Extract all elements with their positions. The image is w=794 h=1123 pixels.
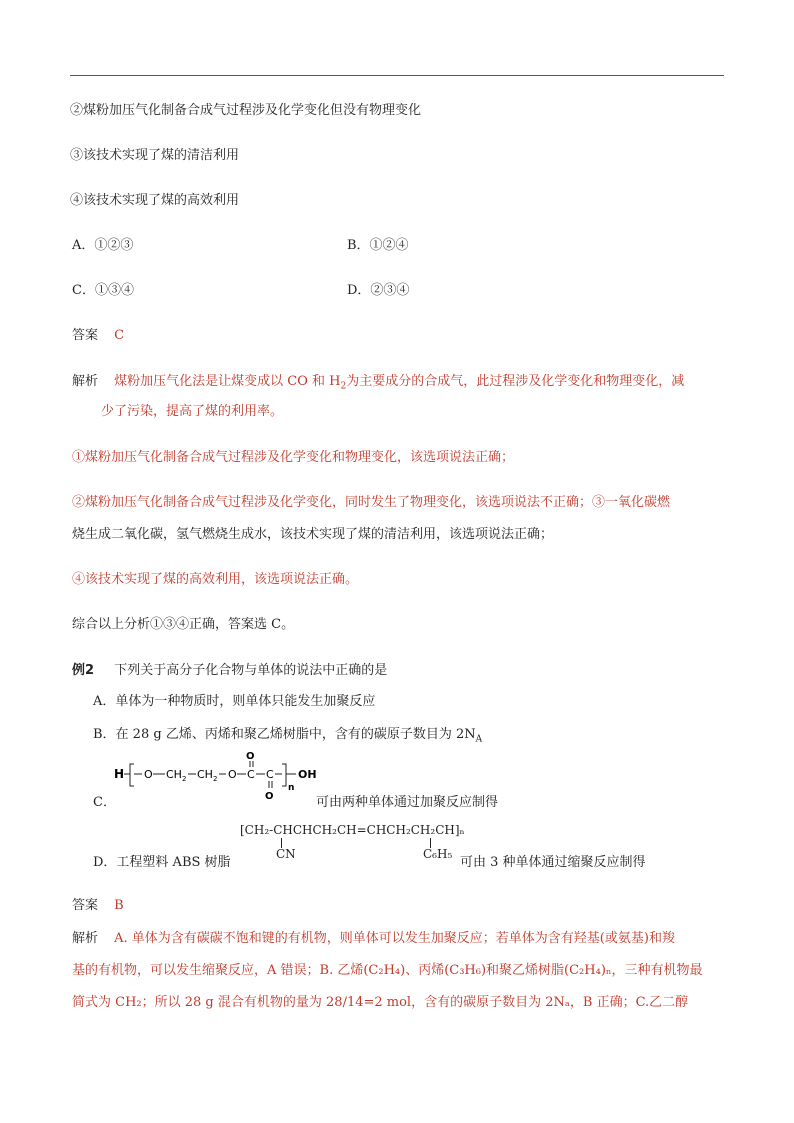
formula-c-o-up: O [246, 751, 255, 762]
formula-c-o2: O [228, 768, 237, 781]
summary: 综合以上分析①③④正确，答案选 C。 [72, 617, 295, 632]
q1-item-2: ②煤粉加压气化制备合成气过程涉及化学变化但没有物理变化 [70, 103, 422, 118]
answer-label-text: 答案 [72, 328, 99, 343]
formula-c-oh: OH [298, 768, 317, 781]
ex2-option-b [93, 727, 482, 748]
analysis-sub: 2 [340, 381, 347, 392]
formula-c-c2: C [266, 768, 274, 781]
formula-c-o1: O [144, 768, 153, 781]
ex2-analysis-line-2: 基的有机物，可以发生缩聚反应，A 错误；B. 乙烯(C₂H₄)、丙烯(C₃H₆)和聚乙烯树脂(C₂H₄)ₙ，三种有机物最 [72, 963, 703, 978]
formula-d-chain: [CH₂-CHCHCH₂CH=CHCH₂CH₂CH]ₙ [240, 823, 465, 837]
ex2-option-a: A．单体为一种物质时，则单体只能发生加聚反应 [93, 694, 376, 709]
ex2-option-d-label: D．工程塑料 ABS 树脂 [93, 855, 231, 870]
option-b: B．①②④ [347, 238, 409, 253]
point-1: ①煤粉加压气化制备合成气过程涉及化学变化和物理变化，该选项说法正确； [72, 450, 515, 465]
q1-item-3: ③该技术实现了煤的清洁利用 [70, 148, 240, 163]
q1-item-4: ④该技术实现了煤的高效利用 [70, 193, 240, 208]
formula-c-h: H [114, 767, 125, 781]
formula-d-c6h5: C₆H₅ [423, 847, 453, 861]
ex2-answer [72, 898, 124, 914]
ex2-answer-label: 答案 [72, 898, 99, 913]
option-a: A．①②③ [72, 238, 134, 253]
formula-c-ch2b: CH [197, 768, 213, 781]
formula-c-o-down: O [265, 791, 274, 802]
ex2-option-d-text: 可由 3 种单体通过缩聚反应制得 [460, 855, 646, 870]
ex2-option-c-label: C． [93, 795, 116, 810]
formula-c [110, 748, 330, 804]
formula-d-cn: CN [276, 847, 296, 861]
bracket-left [130, 764, 134, 786]
example-2-header [72, 663, 387, 679]
analysis-line-1 [72, 374, 684, 395]
ex2-option-b-sub: A [475, 734, 483, 745]
ex2-analysis-text-1: A. 单体为含有碳碳不饱和键的有机物，则单体可以发生加聚反应；若单体为含有羟基(或氨基)和羧 [114, 931, 675, 946]
point-2b: 烧生成二氧化碳，氢气燃烧生成水，该技术实现了煤的清洁利用，该选项说法正确； [72, 527, 554, 542]
analysis-text-1b: 为主要成分的合成气，此过程涉及化学变化和物理变化，减 [346, 374, 685, 389]
analysis-label: 解析 [72, 374, 99, 389]
point-3: ④该技术实现了煤的高效利用，该选项说法正确。 [72, 572, 359, 587]
ex2-analysis-line-1 [72, 931, 675, 947]
bracket-right [282, 764, 286, 786]
option-c: C．①③④ [72, 283, 134, 298]
formula-c-n: n [288, 783, 295, 793]
ex2-option-b-text: B．在 28 g 乙烯、丙烯和聚乙烯树脂中，含有的碳原子数目为 2N [93, 727, 476, 742]
formula-c-c1: C [247, 768, 255, 781]
formula-c-sub2b: 2 [213, 775, 218, 783]
analysis-line-2: 少了污染，提高了煤的利用率。 [101, 404, 284, 419]
point-2a: ②煤粉加压气化制备合成气过程涉及化学变化，同时发生了物理变化，该选项说法不正确；③一氧化碳燃 [72, 495, 671, 510]
ex2-option-c-text: 可由两种单体通过加聚反应制得 [316, 795, 499, 810]
ex2-answer-value: B [114, 898, 124, 913]
answer-label [72, 328, 124, 344]
header-rule [70, 75, 724, 76]
example-2-label: 例2 [72, 663, 95, 678]
formula-c-ch2a: CH [166, 768, 182, 781]
formula-c-sub2a: 2 [182, 775, 187, 783]
ex2-analysis-line-3: 简式为 CH₂；所以 28 g 混合有机物的量为 28/14=2 mol，含有的碳原子数目为 2Nₐ，B 正确；C.乙二醇 [72, 995, 689, 1010]
answer-value: C [114, 328, 125, 343]
analysis-text-1a: 煤粉加压气化法是让煤变成以 CO 和 H [114, 374, 341, 389]
example-2-question: 下列关于高分子化合物与单体的说法中正确的是 [114, 663, 388, 678]
ex2-analysis-label: 解析 [72, 931, 99, 946]
option-d: D．②③④ [347, 283, 410, 298]
